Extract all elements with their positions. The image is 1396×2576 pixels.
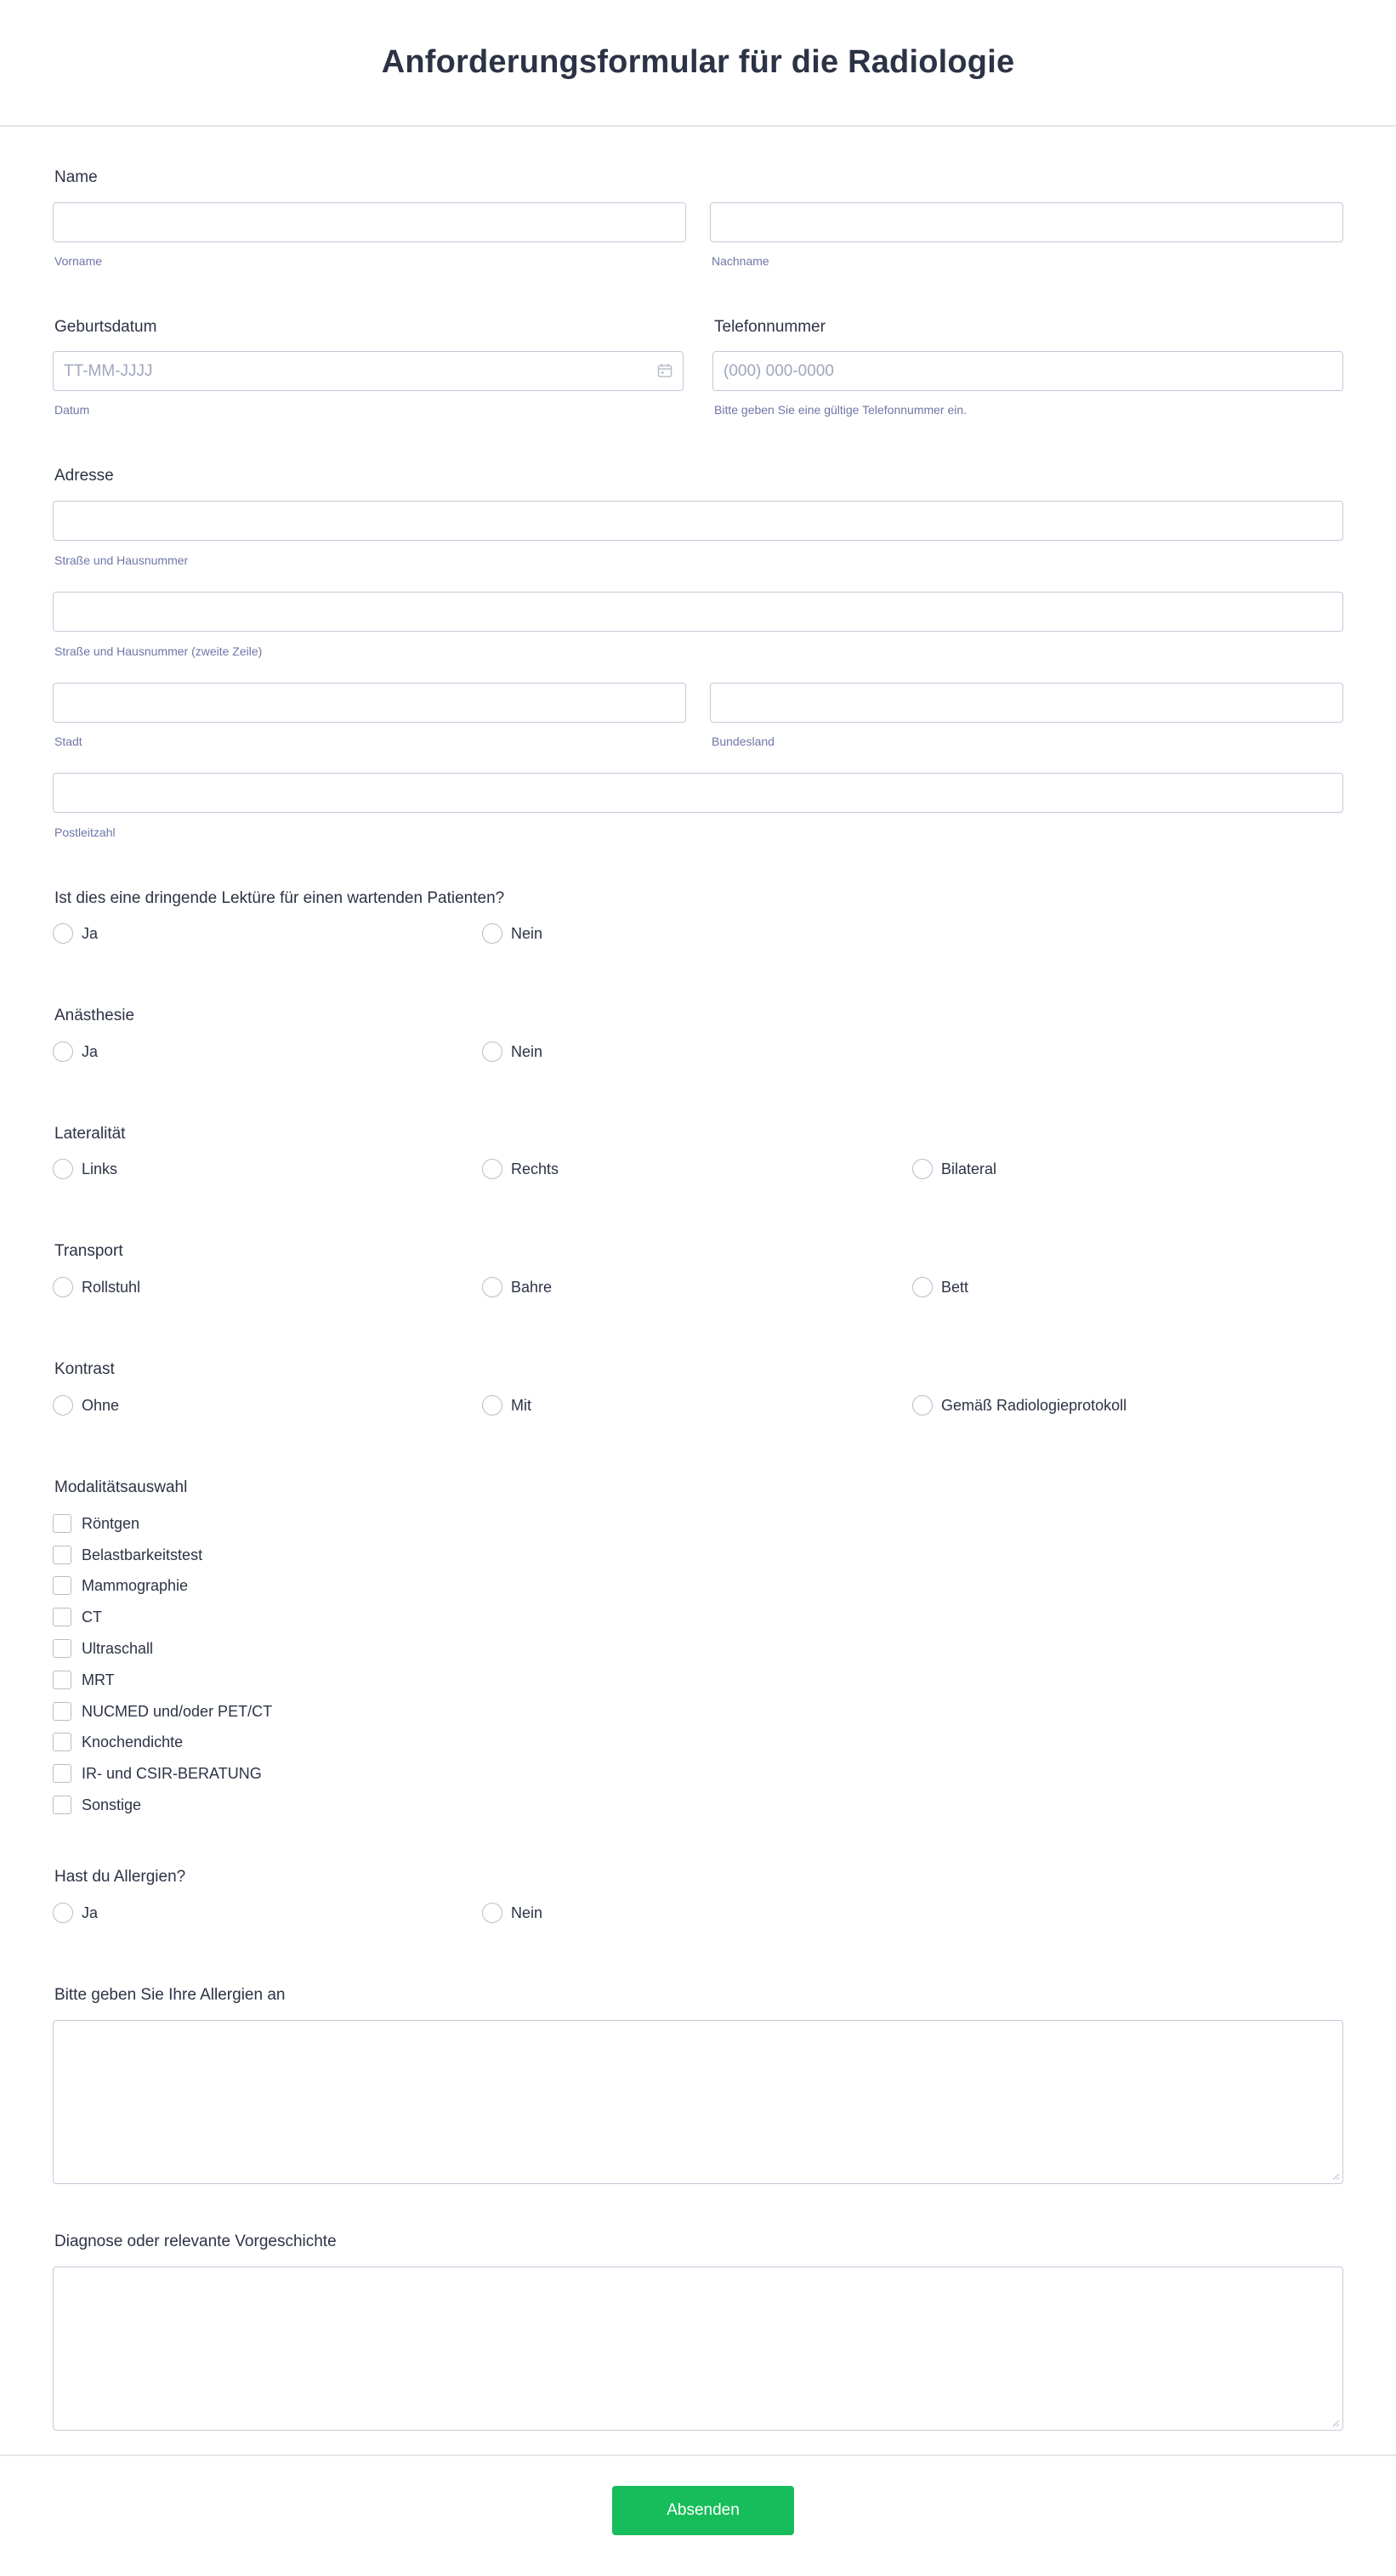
city-field[interactable] (53, 683, 686, 723)
radio-button[interactable] (482, 1395, 502, 1416)
allergies-label: Hast du Allergien? (54, 1868, 186, 1886)
birthdate-field[interactable] (53, 351, 684, 391)
radio-button[interactable] (482, 923, 502, 944)
state-field[interactable] (710, 683, 1343, 723)
radio-button[interactable] (482, 1903, 502, 1923)
last-name-input[interactable] (711, 203, 1342, 241)
birthdate-label: Geburtsdatum (54, 318, 157, 336)
urgent-option-no[interactable]: Nein (482, 922, 542, 945)
modality-option[interactable]: Ultraschall (53, 1637, 153, 1660)
submit-button[interactable]: Absenden (612, 2486, 794, 2535)
street2-input[interactable] (54, 593, 1342, 631)
resize-grip-icon[interactable] (1331, 2419, 1340, 2427)
state-input[interactable] (711, 684, 1342, 722)
modality-option[interactable]: IR- und CSIR-BERATUNG (53, 1762, 262, 1784)
anesthesia-option-no[interactable]: Nein (482, 1041, 542, 1063)
laterality-option-left[interactable]: Links (53, 1158, 117, 1180)
transport-option-stretcher[interactable]: Bahre (482, 1276, 552, 1298)
form-header (0, 0, 1396, 127)
phone-input[interactable] (713, 352, 1342, 390)
checkbox[interactable] (53, 1796, 71, 1814)
allergies-option-no[interactable]: Nein (482, 1902, 542, 1924)
modality-option[interactable]: Sonstige (53, 1794, 141, 1816)
city-sublabel: Stadt (54, 735, 82, 748)
modality-option[interactable]: Belastbarkeitstest (53, 1544, 202, 1566)
transport-label: Transport (54, 1242, 123, 1260)
checkbox[interactable] (53, 1576, 71, 1595)
street-sublabel: Straße und Hausnummer (54, 553, 189, 567)
checkbox[interactable] (53, 1702, 71, 1721)
radio-button[interactable] (53, 1277, 73, 1297)
street-input[interactable] (54, 502, 1342, 540)
anesthesia-option-yes[interactable]: Ja (53, 1041, 98, 1063)
zip-field[interactable] (53, 773, 1343, 813)
radio-button[interactable] (53, 1041, 73, 1062)
zip-sublabel: Postleitzahl (54, 826, 116, 839)
form-title: Anforderungsformular für die Radiologie (381, 44, 1015, 80)
laterality-label: Lateralität (54, 1125, 126, 1143)
checkbox[interactable] (53, 1764, 71, 1783)
diagnosis-input[interactable] (54, 2267, 1342, 2430)
allergies-option-yes[interactable]: Ja (53, 1902, 98, 1924)
city-input[interactable] (54, 684, 685, 722)
calendar-icon[interactable] (657, 363, 672, 378)
radio-button[interactable] (53, 923, 73, 944)
contrast-option-protocol[interactable]: Gemäß Radiologieprotokoll (912, 1394, 1126, 1416)
modality-option[interactable]: Knochendichte (53, 1731, 183, 1753)
transport-option-bed[interactable]: Bett (912, 1276, 968, 1298)
checkbox[interactable] (53, 1733, 71, 1751)
modality-option[interactable]: Mammographie (53, 1575, 188, 1597)
checkbox[interactable] (53, 1546, 71, 1564)
radio-button[interactable] (482, 1159, 502, 1179)
phone-sublabel: Bitte geben Sie eine gültige Telefonnummer ein. (714, 403, 968, 417)
checkbox[interactable] (53, 1514, 71, 1533)
contrast-label: Kontrast (54, 1360, 115, 1378)
radio-button[interactable] (53, 1159, 73, 1179)
phone-field[interactable] (712, 351, 1343, 391)
allergy-list-input[interactable] (54, 2021, 1342, 2183)
checkbox[interactable] (53, 1608, 71, 1626)
modality-label: Modalitätsauswahl (54, 1478, 188, 1496)
street-field[interactable] (53, 501, 1343, 541)
allergy-list-label: Bitte geben Sie Ihre Allergien an (54, 1986, 286, 2004)
modality-option[interactable]: Röntgen (53, 1512, 139, 1535)
resize-grip-icon[interactable] (1331, 2172, 1340, 2181)
contrast-option-without[interactable]: Ohne (53, 1394, 119, 1416)
radio-button[interactable] (912, 1159, 933, 1179)
birthdate-sublabel: Datum (54, 403, 90, 417)
radio-button[interactable] (912, 1395, 933, 1416)
radio-button[interactable] (53, 1903, 73, 1923)
radio-button[interactable] (53, 1395, 73, 1416)
laterality-option-bilateral[interactable]: Bilateral (912, 1158, 996, 1180)
modality-option[interactable]: CT (53, 1606, 102, 1628)
radio-button[interactable] (482, 1041, 502, 1062)
street2-field[interactable] (53, 592, 1343, 632)
transport-option-wheelchair[interactable]: Rollstuhl (53, 1276, 140, 1298)
checkbox[interactable] (53, 1639, 71, 1658)
contrast-option-with[interactable]: Mit (482, 1394, 531, 1416)
radio-button[interactable] (912, 1277, 933, 1297)
urgent-option-yes[interactable]: Ja (53, 922, 98, 945)
first-name-field[interactable] (53, 202, 686, 242)
last-name-field[interactable] (710, 202, 1343, 242)
last-name-sublabel: Nachname (712, 254, 769, 268)
checkbox[interactable] (53, 1671, 71, 1689)
birthdate-input[interactable] (54, 352, 683, 390)
zip-input[interactable] (54, 774, 1342, 812)
laterality-option-right[interactable]: Rechts (482, 1158, 559, 1180)
urgent-label: Ist dies eine dringende Lektüre für einen wartenden Patienten? (54, 889, 505, 907)
diagnosis-label: Diagnose oder relevante Vorgeschichte (54, 2233, 337, 2250)
modality-option[interactable]: MRT (53, 1669, 115, 1691)
state-sublabel: Bundesland (712, 735, 775, 748)
allergy-list-textarea[interactable] (53, 2020, 1343, 2184)
diagnosis-textarea[interactable] (53, 2267, 1343, 2431)
name-label: Name (54, 168, 98, 186)
radio-button[interactable] (482, 1277, 502, 1297)
address-label: Adresse (54, 467, 114, 485)
first-name-input[interactable] (54, 203, 685, 241)
phone-label: Telefonnummer (714, 318, 826, 336)
street2-sublabel: Straße und Hausnummer (zweite Zeile) (54, 644, 263, 658)
anesthesia-label: Anästhesie (54, 1007, 135, 1024)
modality-option[interactable]: NUCMED und/oder PET/CT (53, 1700, 272, 1722)
first-name-sublabel: Vorname (54, 254, 103, 268)
